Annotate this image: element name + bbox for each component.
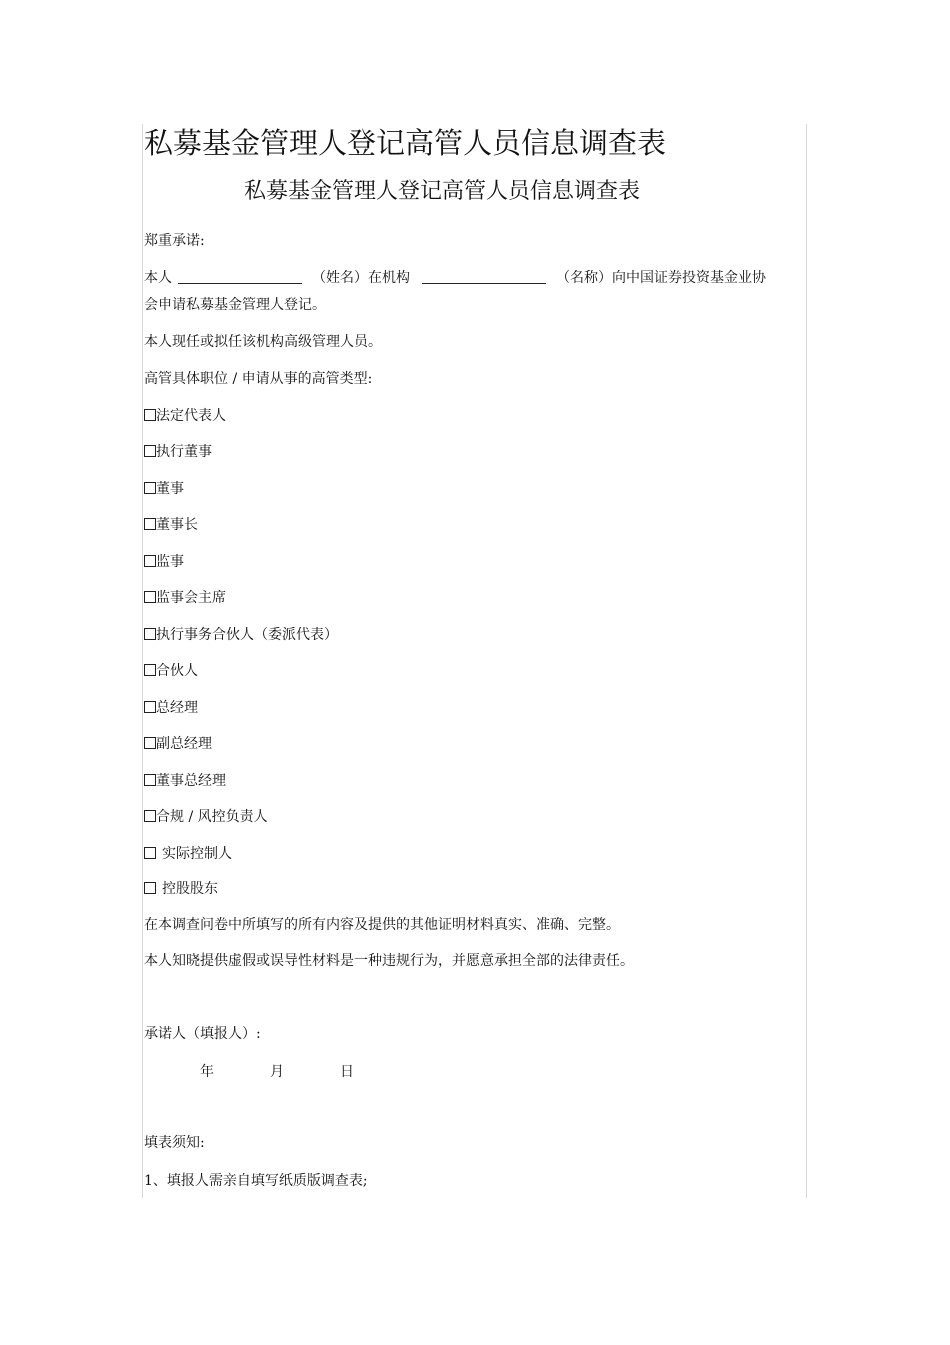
checkbox-icon[interactable]: [144, 737, 156, 749]
checkbox-icon[interactable]: [144, 774, 156, 786]
checkbox-icon[interactable]: [144, 810, 156, 822]
option-director[interactable]: 董事: [144, 478, 184, 500]
option-chairman[interactable]: 董事长: [144, 514, 198, 536]
checkbox-icon[interactable]: [144, 882, 156, 894]
statement-true: 在本调查问卷中所填写的所有内容及提供的其他证明材料真实、准确、完整。: [144, 917, 620, 933]
option-controlling-shareholder[interactable]: 控股股东: [144, 878, 218, 900]
option-deputy-gm[interactable]: 副总经理: [144, 733, 212, 755]
option-legal-rep[interactable]: 法定代表人: [144, 405, 226, 427]
checkbox-icon[interactable]: [144, 555, 156, 567]
document-title-large: 私募基金管理人登记高管人员信息调查表: [144, 126, 667, 160]
statement-liability: 本人知晓提供虚假或误导性材料是一种违规行为，并愿意承担全部的法律责任。: [144, 953, 634, 969]
current-role-text: 本人现任或拟任该机构高级管理人员。: [144, 334, 382, 350]
date-year: 年: [200, 1064, 214, 1080]
option-executive-director[interactable]: 执行董事: [144, 441, 212, 463]
checkbox-icon[interactable]: [144, 664, 156, 676]
name-label: （姓名）在机构: [312, 270, 410, 286]
checkbox-icon[interactable]: [144, 409, 156, 421]
option-general-manager[interactable]: 总经理: [144, 697, 198, 719]
checkbox-icon[interactable]: [144, 482, 156, 494]
pledge-heading: 郑重承诺:: [144, 233, 205, 249]
self-prefix: 本人: [144, 270, 172, 286]
self-declaration-line: [144, 267, 766, 289]
checkbox-icon[interactable]: [144, 847, 156, 859]
note-1: 1、填报人需亲自填写纸质版调查表;: [144, 1173, 368, 1189]
option-supervisory-chair[interactable]: 监事会主席: [144, 587, 226, 609]
document-title-centered: 私募基金管理人登记高管人员信息调查表: [244, 179, 641, 204]
checkbox-icon[interactable]: [144, 518, 156, 530]
signer-label: 承诺人（填报人）:: [144, 1026, 261, 1042]
page-border-right: [806, 124, 807, 1198]
notes-heading: 填表须知:: [144, 1135, 205, 1151]
option-supervisor[interactable]: 监事: [144, 551, 184, 573]
checkbox-icon[interactable]: [144, 445, 156, 457]
org-label: （名称）向中国证券投资基金业协: [556, 270, 766, 286]
date-line: [200, 1061, 354, 1083]
option-managing-director[interactable]: 董事总经理: [144, 770, 226, 792]
checkbox-icon[interactable]: [144, 701, 156, 713]
page-border-left: [142, 124, 143, 1198]
date-day: 日: [340, 1064, 354, 1080]
date-month: 月: [270, 1064, 284, 1080]
name-blank-field[interactable]: [178, 269, 302, 284]
checkbox-icon[interactable]: [144, 628, 156, 640]
checkbox-icon[interactable]: [144, 591, 156, 603]
option-actual-controller[interactable]: 实际控制人: [144, 843, 232, 865]
position-prompt: 高管具体职位 / 申请从事的高管类型:: [144, 371, 373, 387]
org-blank-field[interactable]: [422, 269, 546, 284]
option-partner[interactable]: 合伙人: [144, 660, 198, 682]
option-executive-partner[interactable]: 执行事务合伙人（委派代表）: [144, 624, 338, 646]
option-compliance-risk[interactable]: 合规 / 风控负责人: [144, 806, 268, 828]
self-declaration-cont: 会申请私募基金管理人登记。: [144, 297, 326, 313]
